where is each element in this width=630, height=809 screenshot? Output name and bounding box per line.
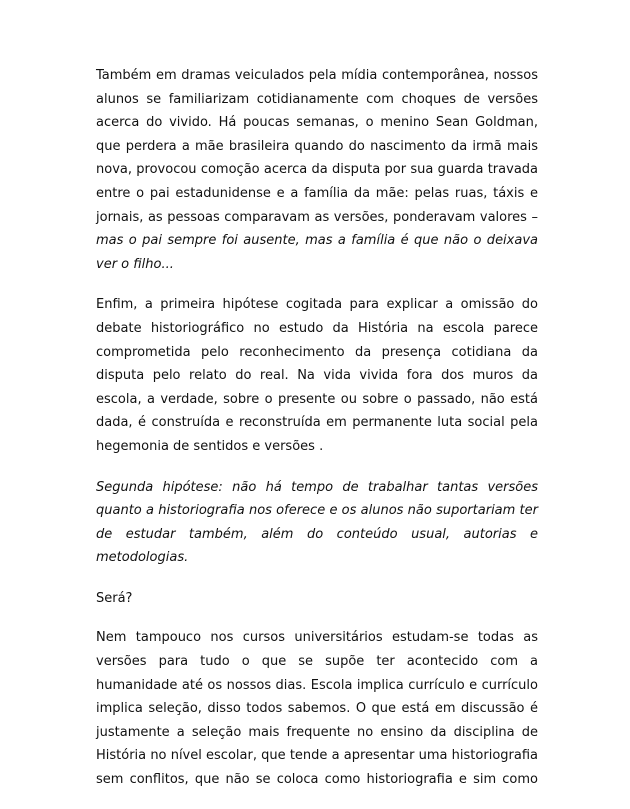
paragraph-sean-goldman	[96, 64, 538, 276]
italic-quote: mas o pai sempre foi ausente, mas a família é que não o deixava ver o filho...	[96, 233, 538, 272]
paragraph-text: Nem tampouco nos cursos universitários estudam-se todas as versões para tudo o que se supõe ter acontecido com a humanidade até os nossos dias. Escola implica currículo e currículo implica seleção, disso todos sabemos. O que está em discussão é justamente a seleção mais frequente no ensino da disciplina de História no nível escolar, que tende a apresentar uma historiografia sem conflitos, que não se coloca como historiografia e sim como	[96, 630, 538, 788]
paragraph-text: Segunda hipótese: não há tempo de trabalhar tantas versões quanto a historiografia nos oferece e os alunos não suportariam ter de estudar também, além do conteúdo usual, autorias e metodologias.	[96, 479, 538, 566]
paragraph-university-courses	[96, 626, 538, 791]
paragraph-second-hypothesis	[96, 476, 538, 570]
paragraph-question	[96, 587, 538, 611]
document-page	[96, 64, 538, 809]
paragraph-text: Enfim, a primeira hipótese cogitada para explicar a omissão do debate historiográfico no estudo da História na escola parece comprometida pelo reconhecimento da presença cotidiana da disputa pelo relato do real. Na vida vivida fora dos muros da escola, a verdade, sobre o presente ou sobre o passado, não está dada, é construída e reconstruída em permanente luta social pela hegemonia de sentidos e versões .	[96, 297, 538, 454]
paragraph-first-hypothesis	[96, 293, 538, 458]
paragraph-text: Será?	[96, 590, 133, 606]
paragraph-text: Também em dramas veiculados pela mídia contemporânea, nossos alunos se familiarizam cotidianamente com choques de versões acerca do vivido. Há poucas semanas, o menino Sean Goldman, que perdera a mãe brasileira quando do nascimento da irmã mais nova, provocou comoção acerca da disputa por sua guarda travada entre o pai estadunidense e a família da mãe: pelas ruas, táxis e jornais, as pessoas comparavam as versões, ponderavam valores –	[96, 68, 538, 225]
